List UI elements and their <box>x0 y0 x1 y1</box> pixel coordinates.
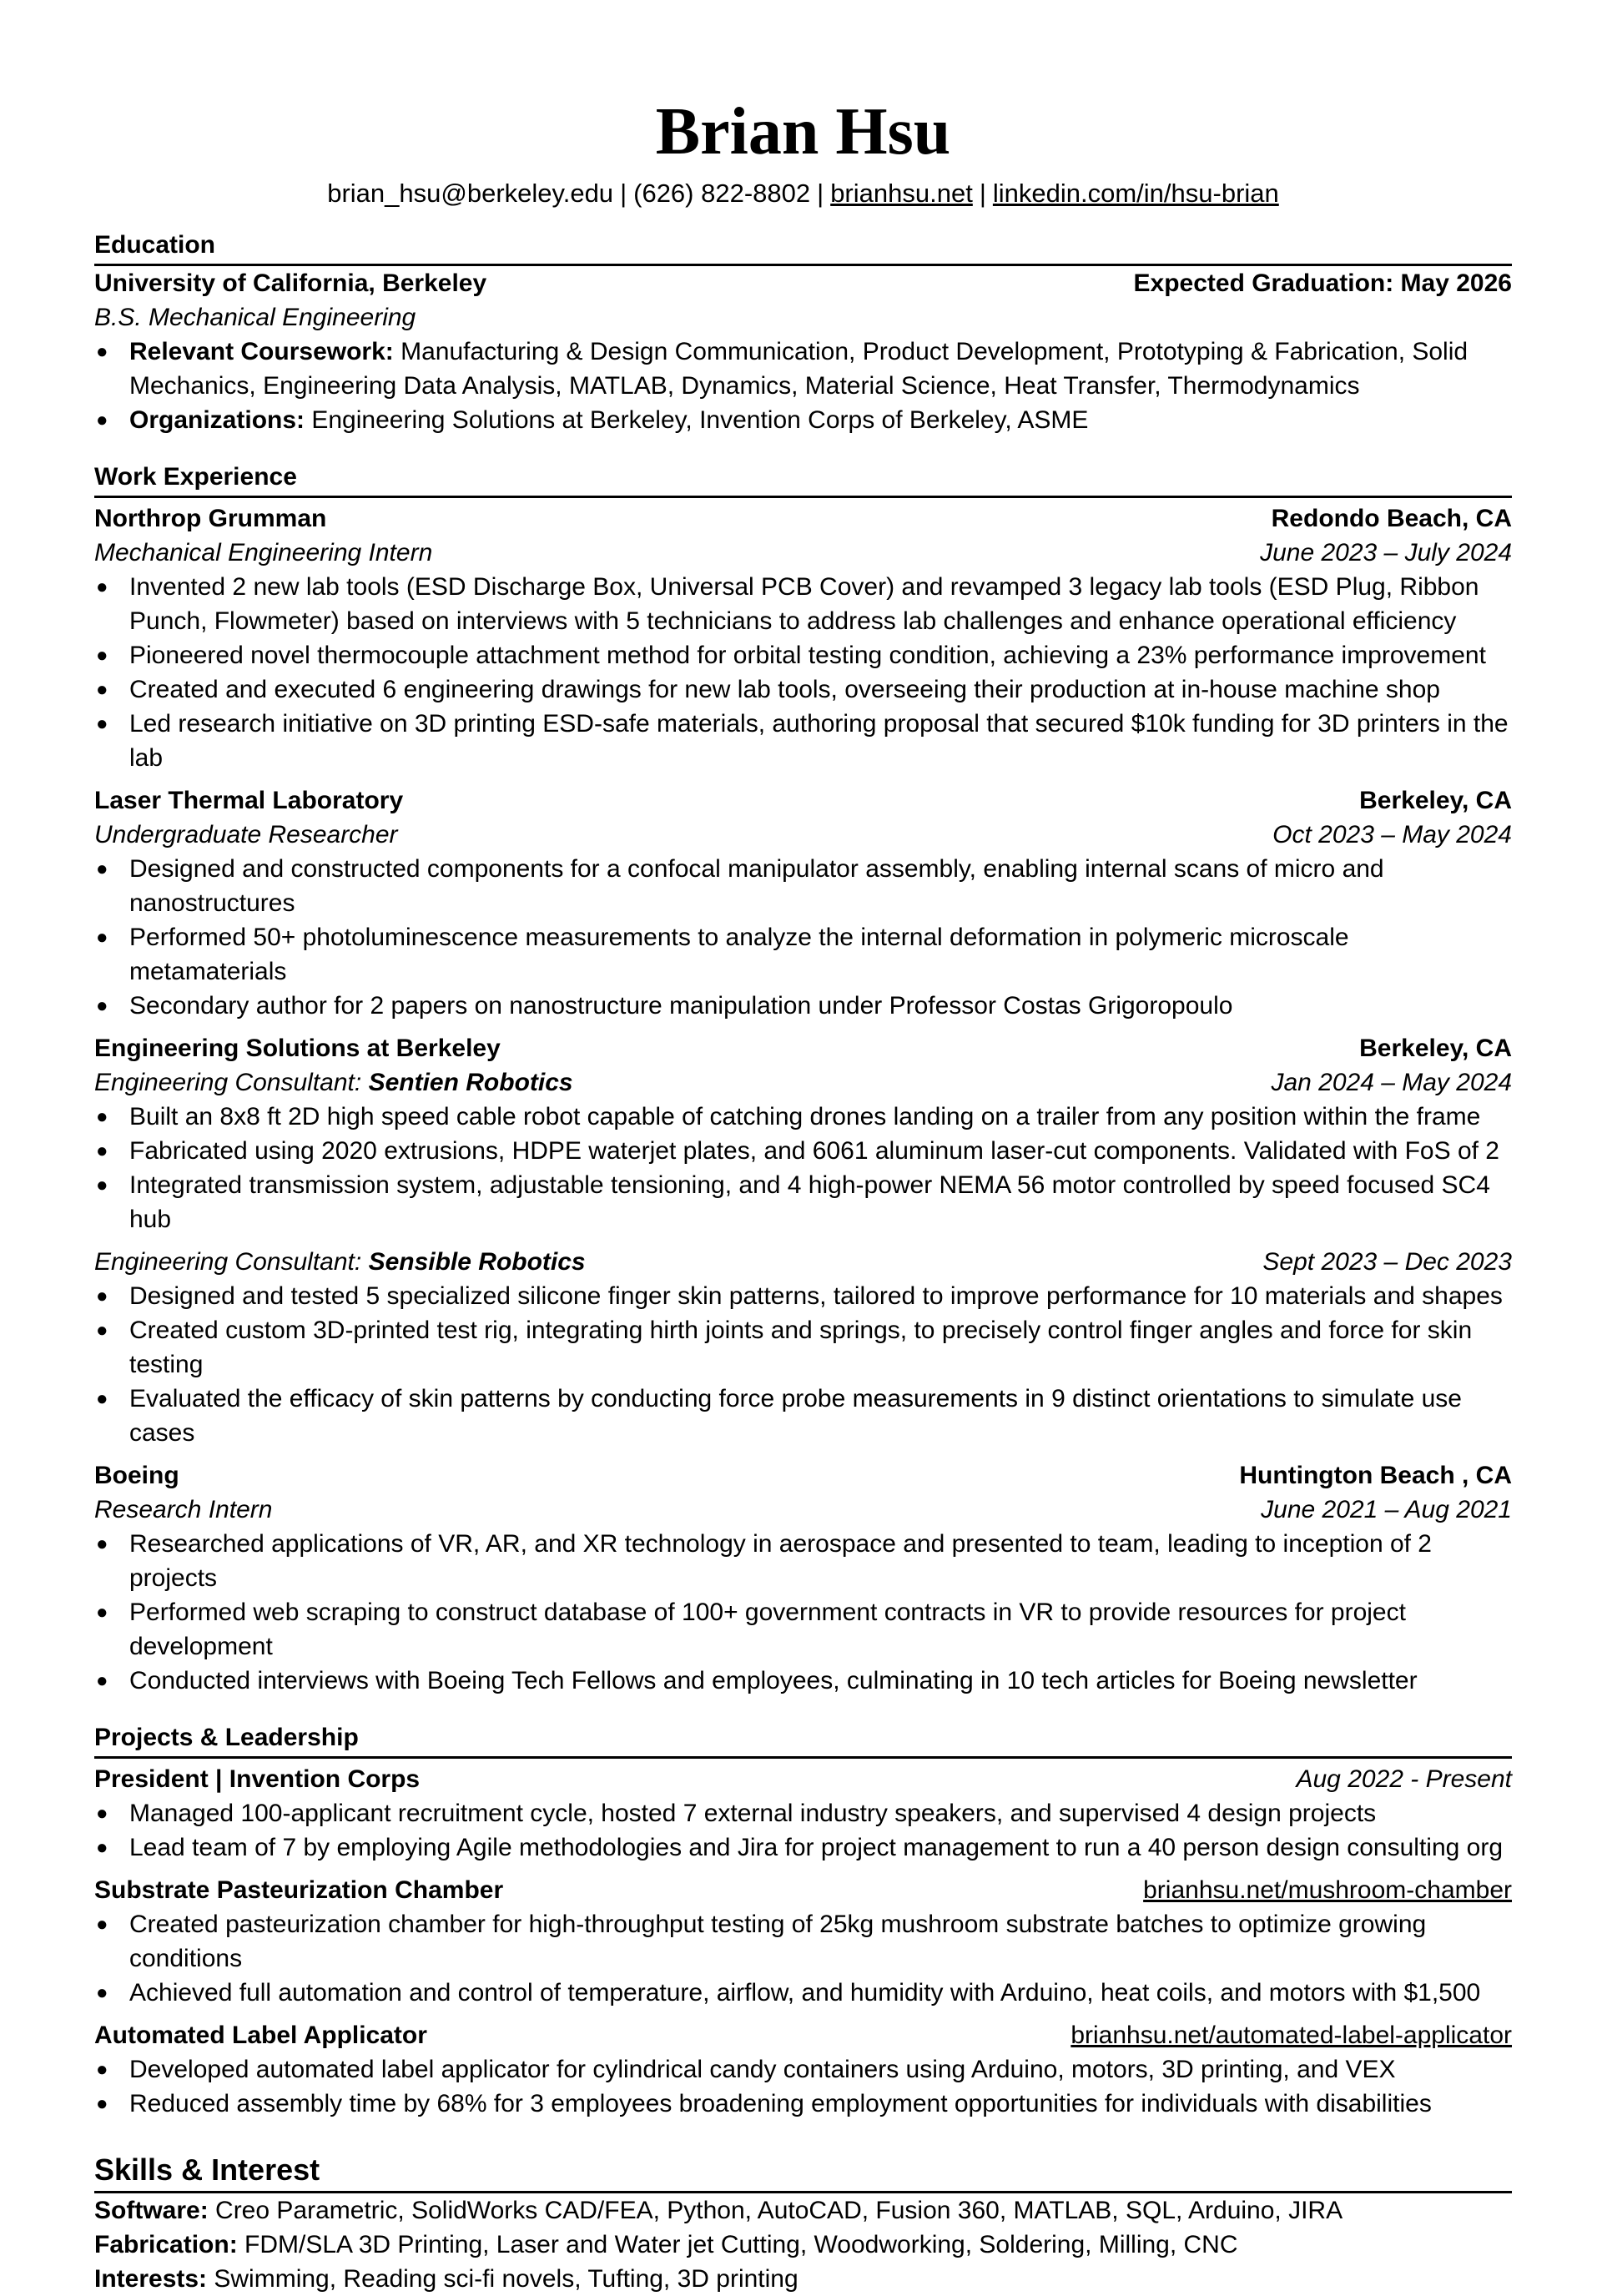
section-title-education: Education <box>94 229 1512 266</box>
list-item: ● Created pasteurization chamber for high-throughput testing of 25kg mushroom substrate batches to optimize growing conditions <box>94 1907 1512 1976</box>
list-item: ● Fabricated using 2020 extrusions, HDPE waterjet plates, and 6061 aluminum laser-cut components. Validated with FoS of 2 <box>94 1134 1512 1168</box>
job-dates: June 2021 – Aug 2021 <box>1261 1496 1512 1523</box>
degree-text: B.S. Mechanical Engineering <box>94 304 416 331</box>
section-title-skills: Skills & Interest <box>94 2151 1512 2193</box>
list-item: ● Integrated transmission system, adjustable tensioning, and 4 high-power NEMA 56 motor controlled by speed focused SC4 hub <box>94 1168 1512 1236</box>
section-title-projects: Projects & Leadership <box>94 1721 1512 1759</box>
skills-software <box>94 2193 1512 2228</box>
list-item: ● Performed web scraping to construct database of 100+ government contracts in VR to provide resources for project development <box>94 1595 1512 1664</box>
skills-fabrication <box>94 2228 1512 2262</box>
project-name: Automated Label Applicator <box>94 2022 427 2049</box>
website-link[interactable]: brianhsu.net <box>830 179 973 208</box>
fabrication-label: Fabrication: <box>94 2231 238 2258</box>
school-name: University of California, Berkeley <box>94 269 487 297</box>
coursework-label: Relevant Coursework: <box>129 338 394 365</box>
role-label: Engineering Consultant: <box>94 1069 362 1096</box>
company-name: Boeing <box>94 1462 179 1489</box>
organizations-text: Engineering Solutions at Berkeley, Invention Corps of Berkeley, ASME <box>305 406 1089 434</box>
organizations-label: Organizations: <box>129 406 305 434</box>
project-entry <box>94 1762 1512 1865</box>
project-dates: Aug 2022 - Present <box>1296 1765 1512 1793</box>
job-role: Undergraduate Researcher <box>94 821 398 848</box>
candidate-name: Brian Hsu <box>655 95 951 169</box>
skills-interests <box>94 2262 1512 2296</box>
phone-text: (626) 822-8802 <box>633 179 811 208</box>
list-item: ● Created and executed 6 engineering drawings for new lab tools, overseeing their production at in-house machine shop <box>94 672 1512 707</box>
job-dates: Jan 2024 – May 2024 <box>1271 1069 1512 1096</box>
linkedin-link[interactable]: linkedin.com/in/hsu-brian <box>992 179 1279 208</box>
job-location: Huntington Beach , CA <box>1239 1462 1512 1489</box>
list-item: ● Built an 8x8 ft 2D high speed cable robot capable of catching drones landing on a trailer from any position within the frame <box>94 1100 1512 1134</box>
project-name: Substrate Pasteurization Chamber <box>94 1876 504 1904</box>
software-label: Software: <box>94 2197 209 2224</box>
job-role: Research Intern <box>94 1496 273 1523</box>
project-name: President | Invention Corps <box>94 1765 421 1793</box>
job-dates: Sept 2023 – Dec 2023 <box>1262 1248 1512 1276</box>
project-link[interactable]: brianhsu.net/mushroom-chamber <box>1143 1876 1512 1904</box>
coursework-text: Manufacturing & Design Communication, Product Development, Prototyping & Fabrication, Solid Mechanics, Engineering Data Analysis, MATLAB, Dynamics, Material Science, Heat Transfer, Thermodynamics <box>129 338 1468 400</box>
interests-text: Swimming, Reading sci-fi novels, Tufting, 3D printing <box>207 2265 798 2293</box>
separator: | <box>817 179 824 208</box>
job-dates: June 2023 – July 2024 <box>1260 539 1512 566</box>
education-header <box>94 266 1512 300</box>
project-entry <box>94 1873 1512 2010</box>
company-name: Laser Thermal Laboratory <box>94 787 404 814</box>
list-item: ● Led research initiative on 3D printing ESD-safe materials, authoring proposal that secured $10k funding for 3D printers in the lab <box>94 707 1512 775</box>
list-item: ● Achieved full automation and control of temperature, airflow, and humidity with Arduino, heat coils, and motors with $1,500 <box>94 1976 1512 2010</box>
list-item: ● Created custom 3D-printed test rig, integrating hirth joints and springs, to precisely control finger angles and force for skin testing <box>94 1313 1512 1382</box>
company-name: Northrop Grumman <box>94 505 327 532</box>
separator: | <box>979 179 986 208</box>
job-entry <box>94 501 1512 775</box>
list-item: ● Lead team of 7 by employing Agile methodologies and Jira for project management to run a 40 person design consulting org <box>94 1830 1512 1865</box>
job-entry <box>94 1458 1512 1698</box>
job-dates: Oct 2023 – May 2024 <box>1272 821 1512 848</box>
client-name: Sensible Robotics <box>368 1248 586 1276</box>
section-title-work: Work Experience <box>94 461 1512 498</box>
list-item: ● Pioneered novel thermocouple attachment method for orbital testing condition, achieving a 23% performance improvement <box>94 638 1512 672</box>
job-location: Redondo Beach, CA <box>1271 505 1512 532</box>
project-entry <box>94 2018 1512 2121</box>
software-text: Creo Parametric, SolidWorks CAD/FEA, Python, AutoCAD, Fusion 360, MATLAB, SQL, Arduino, JIRA <box>208 2197 1343 2224</box>
degree-row <box>94 300 1512 335</box>
list-item <box>94 335 1512 403</box>
job-entry <box>94 1031 1512 1236</box>
job-role: Mechanical Engineering Intern <box>94 539 433 566</box>
graduation-date: Expected Graduation: May 2026 <box>1133 269 1512 297</box>
role-label: Engineering Consultant: <box>94 1248 362 1276</box>
list-item: ● Conducted interviews with Boeing Tech Fellows and employees, culminating in 10 tech articles for Boeing newsletter <box>94 1664 1512 1698</box>
list-item: ● Developed automated label applicator for cylindrical candy containers using Arduino, motors, 3D printing, and VEX <box>94 2052 1512 2087</box>
email-text: brian_hsu@berkeley.edu <box>327 179 614 208</box>
list-item: ● Performed 50+ photoluminescence measurements to analyze the internal deformation in polymeric microscale metamaterials <box>94 920 1512 989</box>
job-location: Berkeley, CA <box>1359 787 1512 814</box>
list-item: ● Reduced assembly time by 68% for 3 employees broadening employment opportunities for individuals with disabilities <box>94 2087 1512 2121</box>
list-item: ● Invented 2 new lab tools (ESD Discharge Box, Universal PCB Cover) and revamped 3 legacy lab tools (ESD Plug, Ribbon Punch, Flowmeter) based on interviews with 5 technicians to address lab challenges and enhance operational efficiency <box>94 570 1512 638</box>
fabrication-text: FDM/SLA 3D Printing, Laser and Water jet Cutting, Woodworking, Soldering, Milling, CNC <box>237 2231 1238 2258</box>
contact-line <box>94 177 1512 210</box>
project-link[interactable]: brianhsu.net/automated-label-applicator <box>1071 2022 1512 2049</box>
list-item: ● Researched applications of VR, AR, and XR technology in aerospace and presented to team, leading to inception of 2 projects <box>94 1527 1512 1595</box>
education-bullets <box>94 335 1512 437</box>
list-item: ● Designed and tested 5 specialized silicone finger skin patterns, tailored to improve performance for 10 materials and shapes <box>94 1279 1512 1313</box>
separator: | <box>620 179 627 208</box>
company-name: Engineering Solutions at Berkeley <box>94 1035 501 1062</box>
list-item <box>94 403 1512 437</box>
interests-label: Interests: <box>94 2265 208 2293</box>
list-item: ● Designed and constructed components for a confocal manipulator assembly, enabling internal scans of micro and nanostructures <box>94 852 1512 920</box>
job-location: Berkeley, CA <box>1359 1035 1512 1062</box>
job-role <box>94 1065 573 1100</box>
list-item: ● Evaluated the efficacy of skin patterns by conducting force probe measurements in 9 distinct orientations to simulate use cases <box>94 1382 1512 1450</box>
job-entry <box>94 783 1512 1023</box>
list-item: ● Managed 100-applicant recruitment cycle, hosted 7 external industry speakers, and supervised 4 design projects <box>94 1796 1512 1830</box>
job-entry <box>94 1245 1512 1450</box>
list-item: ● Secondary author for 2 papers on nanostructure manipulation under Professor Costas Grigoropoulo <box>94 989 1512 1023</box>
job-role <box>94 1245 586 1279</box>
client-name: Sentien Robotics <box>368 1069 573 1096</box>
